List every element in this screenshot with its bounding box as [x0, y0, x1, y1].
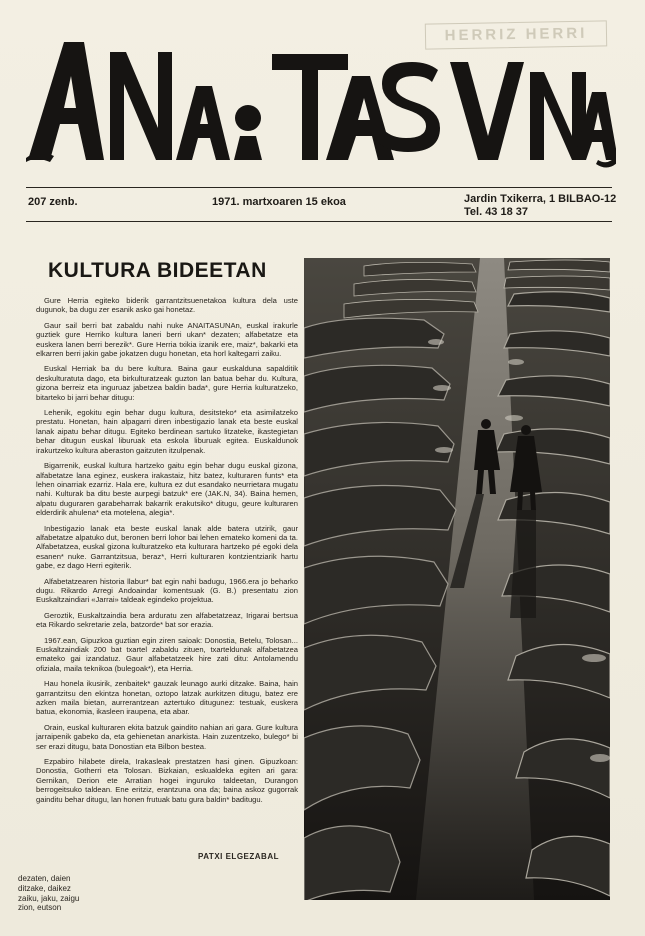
glossary	[18, 874, 79, 913]
header-rule-bottom	[26, 221, 612, 222]
article-paragraph: Euskal Herriak ba du bere kultura. Baina gaur euskalduna sapalditik deskulturatuta dago, eta birkulturatzeak guzton lan batua behar du. Kultura, gizona berreiz eta inguruaz jabetzea baldin bada*, gure Herria kulturatzeko, bitarteko bi jarri behar ditugu:	[36, 364, 298, 402]
parking-lot-photo	[304, 258, 610, 900]
article-paragraph: Lehenik, egokitu egin behar dugu kultura, desitsteko* eta asimilatzeko prestatu. Honetan, hain alpagarri diren inbestigazio lanak eta beste euskal lanak aipatu behar ditugu. Egiteko berdinean sartuko litzateke, ikastegietan behar ditugun euskal liburuak eta eskola liburuak egitea. Euskaldunok irakurtzeko kultura aberaston gaitzuten itzulpenak.	[36, 408, 298, 455]
publisher-address	[464, 193, 616, 219]
article-paragraph: Hau honela ikusirik, zenbaitek* gauzak leunago aurki ditzake. Baina, hain garrantzitsu den ekintza honetan, oztopo latzak aurkitzen ditugu, batez ere azken maila bietan, aurrerantzean aztertuko ditugunez: testuak, euskera batua, ekonomia, ikasleen iraupena, eta abar.	[36, 679, 298, 717]
glossary-entry: zion, eutson	[18, 903, 62, 913]
masthead-logo-icon	[26, 32, 616, 180]
issue-date: 1971. martxoaren 15 ekoa	[212, 196, 346, 208]
article-paragraph: Bigarrenik, euskal kultura hartzeko gaitu egin behar dugu euskal gizona, alfabetatze lana eginez, euskera irakastaiz, hitz batez, kulturaren funts* eta lehen oinarriak ezarriz. Hala ere, kultura ez dut esandako neurrietara mugatu nahi. Kulturak ba ditu beste aurpegi batzuk* ere (JAK.N, 34). Baina hemen, alpatu duguraren garabeharrak bakarrik erakutsiko* ditugu, geure kulturaren elderdirik ahulena* eta motelena, alegia*.	[36, 461, 298, 518]
article-paragraph: Alfabetatzearen historia llabur* bat egin nahi badugu, 1966.era jo beharko dugu. Rikardo Arregi Andoaindar komentsuak (G. B.) presentatu zion Euskaltzaindiari «Jarrai» taldeak egindeko projektua.	[36, 576, 298, 605]
article-headline: KULTURA BIDEETAN	[48, 259, 267, 282]
glossary-entry: dezaten, daien	[18, 874, 71, 883]
article-paragraph: 1967.ean, Gipuzkoa guztian egin ziren saioak: Donostia, Betelu, Tolosan... Euskaltzaindiak 200 bat txartel zabaldu zituen, txarteldunak alfabetatzea emateko gai izandatuz. Gaur alfabetatzeek hire zati ditu: Antolamendu ofiziala, maila teknikoa (bulegoak*), eta Herria.	[36, 635, 298, 673]
article-body	[36, 296, 298, 810]
ghost-stamp: HERRIZ HERRI	[425, 20, 607, 49]
header-rule-top	[26, 187, 612, 188]
article-paragraph: Gure Herria egiteko biderik garrantzitsuenetakoa kultura dela uste dugunok, ba dugu zer esanik asko gai honetaz.	[36, 296, 298, 315]
address-line: Jardin Txikerra, 1 BILBAO-12	[464, 193, 617, 205]
photo-image	[304, 258, 610, 900]
article-paragraph: Gaur sail berri bat zabaldu nahi nuke ANAITASUNAn, euskal irakurle guztiek gure Herriko kultura laneri berri ukan* dezaten; alfabetatze eta euskera lanen berri berezik*. Gure Herria txikia izanik ere, maiz*, bakarki eta elkarren berri jakin gabe jokatzen dugu honetan, eta horl kaltegarri zaiku.	[36, 320, 298, 359]
masthead-logo	[26, 32, 616, 180]
article-author: PATXI ELGEZABAL	[198, 852, 279, 861]
article-paragraph: Inbestigazio lanak eta beste euskal lanak alde batera utzirik, gaur alfabetatze alpatuko dut, beronen berri lohor bai lehen emateko komeni da ta. Alfabetatzea, euskal gizona kulturatzeko eta kulturara hartzeko pé egoki dela esanen* nuke. Garrantzitsua, beraz*, Herri kulturaren kontzientziarik hartu gabe, ez dago Herri egiterik.	[36, 523, 298, 571]
issue-number: 207 zenb.	[28, 196, 78, 208]
article-paragraph: Orain, euskal kulturaren ekita batzuk gaindito nahian ari gara. Gure kultura jarraipenik gabeko da, eta gehienetan anarkista. Hain zuzentzeko, bulego* bi ser erazi ditugu, bata Donostian eta Bilbon bestea.	[36, 722, 298, 751]
glossary-entry: zaiku, jaku, zaigu	[18, 893, 80, 903]
article-paragraph: Ezpabiro hilabete direla, Irakasleak prestatzen hasi ginen. Gipuzkoan: Donostia, Gotherri eta Tolosan. Bizkaian, eskualdeka egiten ari gara: Gernikan, Derion ete Arratian hogei inguruko taldeetan, Durangon berrogeitsuko taldean. Ene eritziz, erantzuna ona da; baina askoz gugorrak gainditu behar ditugu, lan honen frutuak batu gura baldin* baditugu.	[36, 757, 298, 804]
glossary-entry: ditzake, daikez	[18, 883, 71, 893]
phone-line: Tel. 43 18 37	[464, 206, 529, 218]
article-paragraph: Geroztik, Euskaltzaindia bera arduratu zen alfabetatzeaz, Irigarai bertsua eta Rikardo sekretarie zela, batzorde* bat sor erazia.	[36, 610, 298, 630]
